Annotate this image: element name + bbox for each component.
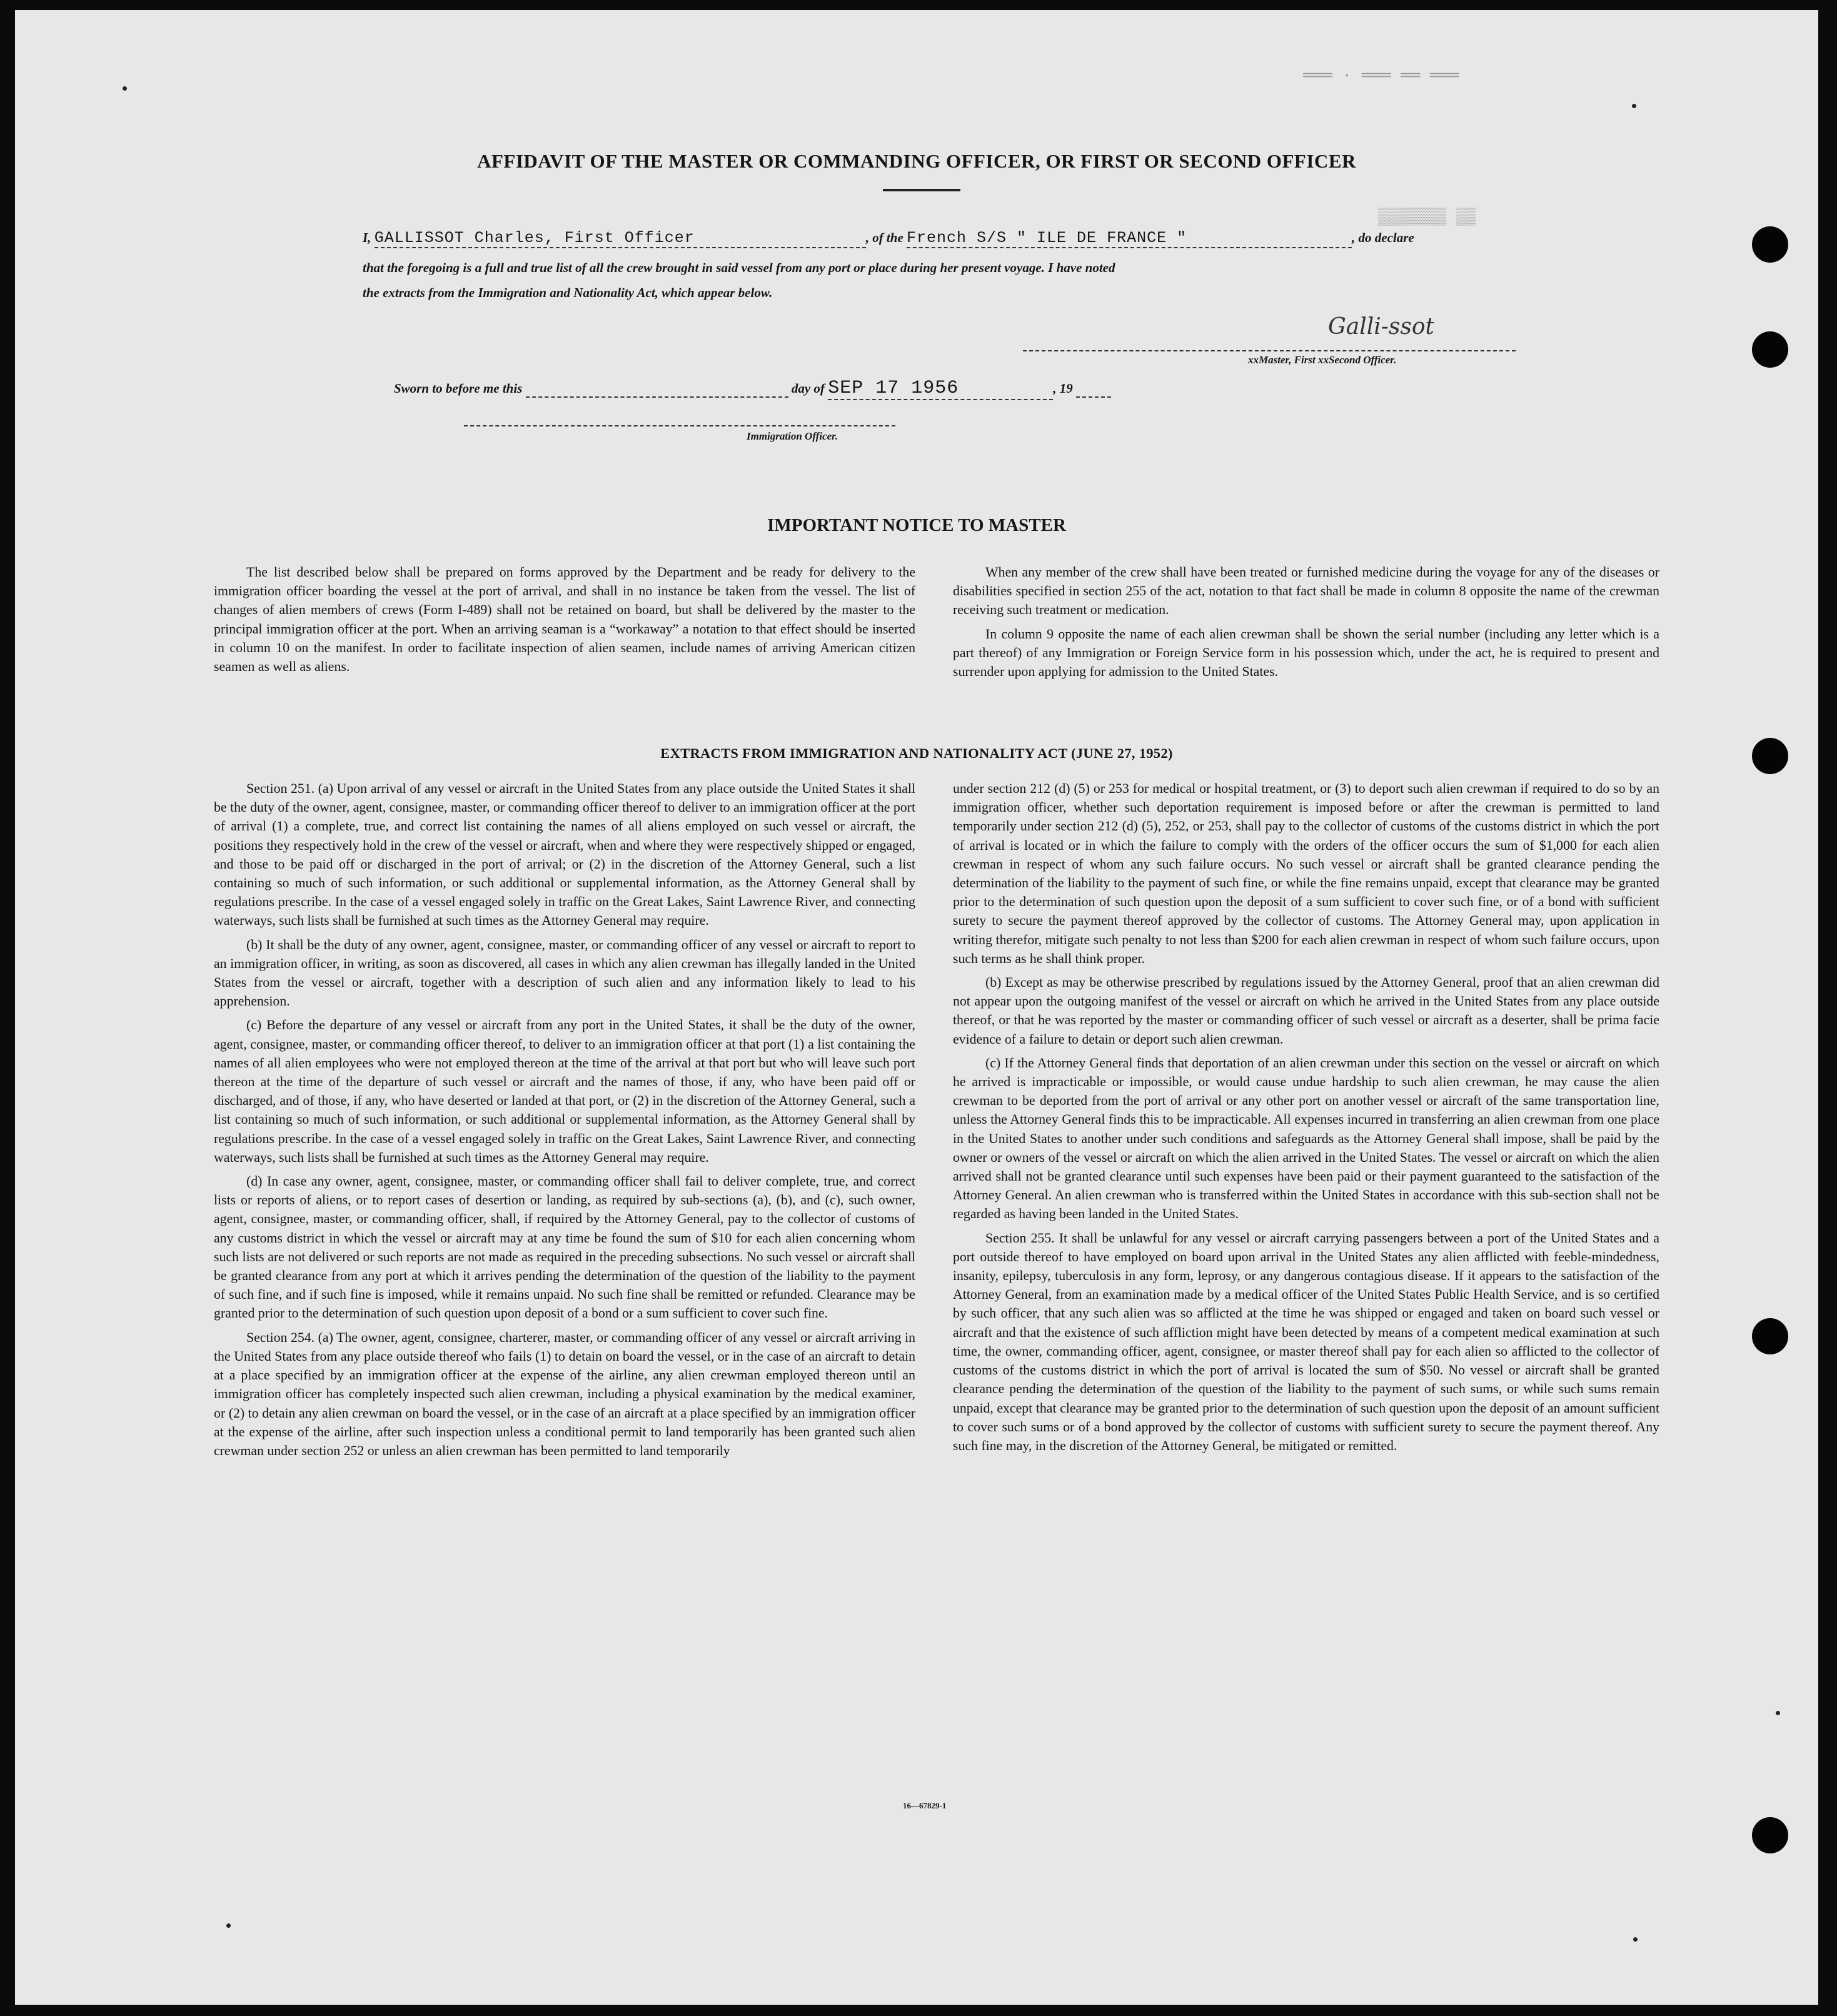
declaration-prefix: I, bbox=[363, 230, 371, 245]
section-255: Section 255. It shall be unlawful for any vessel or aircraft carrying passengers between a port of the United States and a port outside thereof to have employed on board upon arrival in the United States any alien afflicted with feeble-mindedness, insanity, epilepsy, tuberculosis in any form, leprosy, or any dangerous contagious disease. If it appears to the satisfaction of the Attorney General, from an examination made by a medical officer of the United States Public Health Service, and is so certified by such officer, that any such alien was so afflicted at the time he was shipped or engaged and taken on board such vessel or aircraft and that the existence of such affliction might have been detected by means of a competent medical examination at such time, the owner, commanding officer, agent, consignee, or master thereof shall pay for each alien so afflicted to the collector of customs of the customs district in which the port of arrival is located the sum of $50. No vessel or aircraft shall be granted clearance pending the determination of the question of the liability to the payment of such sums, or while such sums remain unpaid, except that clearance may be granted prior to the determination of such question upon the deposit of an amount sufficient to cover such sums or of a bond approved by the collector of customs with sufficient surety to secure the payment thereof. Any such fine may, in the discretion of the Attorney General, be mitigated or remitted. bbox=[953, 1230, 1659, 1453]
title-underline bbox=[883, 189, 960, 191]
section-254a: Section 254. (a) The owner, agent, consignee, charterer, master, or commanding officer of any vessel or aircraft arriving in the United States from any place outside thereof who fails (1) to detain on board the vessel, or in the case of an aircraft to detain at a place specified by an immigration officer at the expense of the airline, any alien crewman employed thereon until an immigration officer has completely inspected such alien crewman, including a physical examination by the medical examiner, or (2) to detain any alien crewman on board the vessel, or in the case of an aircraft at a place specified by an immigration officer at the expense of the airline, after such inspection unless a conditional permit to land temporarily has been granted such alien crewman under section 252 or unless an alien crewman has been permitted to land temporarily bbox=[214, 1329, 915, 1458]
extracts-left-column bbox=[214, 779, 915, 1465]
sworn-line bbox=[394, 378, 1111, 400]
signature-line bbox=[1023, 350, 1516, 351]
section-254a-continued: under section 212 (d) (5) or 253 for medical or hospital treatment, or (3) to deport such alien crewman if required to do so by an immigration officer, whether such deportation requirement is imposed before or after the crewman is permitted to land temporarily under section 212 (d) (5), 252, or 253, shall pay to the collector of customs of the customs district in which the port of arrival is located or in which the failure to comply with the orders of the officer occurs the sum of $1,000 for each alien crewman in respect of whom any such failure occurs. No such vessel or aircraft shall be granted clearance pending the determination of the liability to the payment of such fine, or while the fine remains unpaid, except that clearance may be granted prior to the determination of such question upon the deposit of a sum sufficient to cover such fine, or of a bond with sufficient surety to secure the payment thereof approved by the collector of customs. The Attorney General may, upon application in writing therefor, mitigate such penalty to not less than $200 for each alien crewman in respect of whom such failure occurs, upon such terms as he shall think proper. bbox=[953, 781, 1659, 966]
notice-paragraph: When any member of the crew shall have been treated or furnished medicine during the voyage for any of the diseases or disabilities specified in section 255 of the act, notation to that fact shall be made in column 8 opposite the name of the crewman receiving such treatment or medication. bbox=[953, 565, 1659, 618]
section-254b: (b) Except as may be otherwise prescribed by regulations issued by the Attorney General, proof that an alien crewman did not appear upon the outgoing manifest of the vessel or aircraft on which he arrived in the United States from any place outside thereof, or that he was reported by the master or commanding officer of such vessel or aircraft as a deserter, shall be prima facie evidence of a failure to detain or deport such alien crewman. bbox=[953, 975, 1659, 1047]
declaration-line-2: that the foregoing is a full and true list of all the crew brought in said vessel from any port or place during her present voyage. I have noted bbox=[363, 260, 1115, 275]
sworn-day-field bbox=[526, 381, 788, 398]
binder-hole bbox=[1752, 331, 1788, 368]
notice-title: IMPORTANT NOTICE TO MASTER bbox=[767, 515, 1066, 535]
scan-speck bbox=[1633, 1937, 1638, 1942]
declaration-line-1 bbox=[363, 229, 1516, 248]
notice-left-column bbox=[214, 563, 915, 681]
declaration-line-3: the extracts from the Immigration and Nationality Act, which appear below. bbox=[363, 285, 773, 300]
officer-name-field: GALLISSOT Charles, First Officer bbox=[375, 229, 866, 248]
officer-signature: Galli-ssot bbox=[1328, 314, 1435, 340]
of-the-label: , of the bbox=[865, 230, 903, 245]
scan-speck bbox=[1632, 104, 1636, 108]
immigration-officer-line bbox=[464, 425, 895, 426]
extracts-title: EXTRACTS FROM IMMIGRATION AND NATIONALITY ACT (JUNE 27, 1952) bbox=[660, 745, 1173, 761]
bleed-through-text: ▒▒▒▒▒▒▒ ▒▒ bbox=[1378, 208, 1476, 226]
section-254c: (c) If the Attorney General finds that deportation of an alien crewman under this section on the vessel or aircraft on which he arrived is impracticable or impossible, or would cause undue hardship to such alien crewman, he may cause the alien crewman to be deported from the port of arrival or any other port on another vessel or aircraft of the same transportation line, unless the Attorney General finds this to be impracticable. All expenses incurred in transferring an alien crewman from one place in the United States to another under such conditions and safeguards as the Attorney General shall impose, shall be paid by the owner or owners of the vessel or aircraft on which the alien arrived in the United States. The vessel or aircraft on which the alien arrived shall not be granted clearance until such expenses have been paid or their payment guaranteed to the satisfaction of the Attorney General. An alien crewman who is transferred within the United States in accordance with this sub-section shall not be regarded as having been landed in the United States. bbox=[953, 1055, 1659, 1222]
binder-hole bbox=[1752, 1817, 1788, 1853]
scan-speck bbox=[226, 1923, 231, 1928]
date-stamp-field bbox=[828, 378, 1053, 400]
day-of-label: day of bbox=[791, 381, 825, 396]
section-251c: (c) Before the departure of any vessel or aircraft from any port in the United States, it shall be the duty of the owner, agent, consignee, master, or commanding officer thereof, to deliver to an immigration officer at that port (1) a list containing the names of all alien employees who were not employed thereon at the time of the arrival at that port but who will leave such port thereon at the time of the departure of such vessel or aircraft and the names of those, if any, who have been paid off or discharged, and of those, if any, who have deserted or landed at that port, or (2) in the discretion of the Attorney General, such a list containing so much of such information, or such additional or supplemental information, as the Attorney General shall by regulations prescribe. In the case of a vessel engaged solely in traffic on the Great Lakes, Saint Lawrence River, and connecting waterways, such lists shall be furnished at such times as the Attorney General may require. bbox=[214, 1017, 915, 1165]
date-stamp: SEP 17 1956 bbox=[828, 378, 959, 399]
section-251b: (b) It shall be the duty of any owner, agent, consignee, master, or commanding officer of any vessel or aircraft to report to an immigration officer, in writing, as soon as discovered, all cases in which any alien crewman has illegally landed in the United States from the vessel or aircraft, together with a description of such alien and any information likely to lead to his apprehension. bbox=[214, 937, 915, 1009]
year-field bbox=[1076, 381, 1111, 398]
affidavit-title: AFFIDAVIT OF THE MASTER OR COMMANDING OFFICER, OR FIRST OR SECOND OFFICER bbox=[477, 150, 1356, 172]
vessel-name-field: French S/S " ILE DE FRANCE " bbox=[907, 229, 1352, 248]
section-251d: (d) In case any owner, agent, consignee, master, or commanding officer shall fail to deliver complete, true, and correct lists or reports of aliens, or to report cases of desertion or landing, as required by sub-sections (a), (b), and (c), such owner, agent, consignee, master, or commanding officer, shall, if required by the Attorney General, pay to the collector of customs of any customs district in which the vessel or aircraft may at any time be found the sum of $10 for each alien concerning whom such lists are not delivered or such reports are not made as required in the preceding subsections. No such vessel or aircraft shall be granted clearance from any port at which it arrives pending the determination of the question of the liability to the payment of such fine, and if such fine is imposed, while it remains unpaid. No such fine shall be remitted or refunded. Clearance may be granted prior to the determination of such question upon deposit of a bond or a sum sufficient to cover such fine. bbox=[214, 1174, 915, 1321]
notice-right-column bbox=[953, 563, 1659, 686]
form-code: 16—67829-1 bbox=[903, 1801, 947, 1810]
document-page bbox=[15, 10, 1818, 2005]
scan-speck bbox=[1776, 1711, 1780, 1715]
notice-paragraph: The list described below shall be prepared on forms approved by the Department and be ready for delivery to the immigration officer boarding the vessel at the port of arrival, and shall in no instance be taken from the vessel. The list of changes of alien members of crews (Form I-489) shall not be retained on board, but shall be delivered by the master to the principal immigration officer at the port. When an arriving seaman is a “workaway” a notation to that effect should be inserted in column 10 on the manifest. In order to facilitate inspection of alien seamen, include names of arriving American citizen seamen as well as aliens. bbox=[214, 565, 915, 675]
do-declare-label: , do declare bbox=[1352, 230, 1414, 245]
signature-caption: xxMaster, First xxSecond Officer. bbox=[1248, 354, 1397, 366]
immigration-officer-caption: Immigration Officer. bbox=[747, 430, 838, 442]
binder-hole bbox=[1752, 1318, 1788, 1354]
section-251a: Section 251. (a) Upon arrival of any vessel or aircraft in the United States from any place outside the United States it shall be the duty of the owner, agent, consignee, master, or commanding officer thereof to deliver to an immigration officer at the port of arrival (1) a complete, true, and correct list containing the names of all aliens employed on such vessel or aircraft, the positions they respectively hold in the crew of the vessel or aircraft, when and where they were respectively shipped or engaged, and those to be paid off or discharged in the port of arrival; or (2) in the discretion of the Attorney General, such a list containing so much of such information, or such additional or supplemental information, as the Attorney General shall by regulations prescribe. In the case of a vessel engaged solely in traffic on the Great Lakes, Saint Lawrence River, and connecting waterways, such lists shall be furnished at such times as the Attorney General may require. bbox=[214, 781, 915, 929]
year-prefix: , 19 bbox=[1053, 381, 1073, 396]
notice-paragraph: In column 9 opposite the name of each alien crewman shall be shown the serial number (including any letter which is a part thereof) of any Immigration or Foreign Service form in his possession which, under the act, he is required to present and surrender upon applying for admission to the United States. bbox=[953, 626, 1659, 680]
extracts-right-column bbox=[953, 779, 1659, 1460]
scan-speck bbox=[123, 86, 127, 91]
sworn-label: Sworn to before me this bbox=[394, 381, 523, 396]
binder-hole bbox=[1752, 226, 1788, 263]
bleed-through-text: ═══ · ═══ ══ ═══ bbox=[1303, 66, 1459, 85]
